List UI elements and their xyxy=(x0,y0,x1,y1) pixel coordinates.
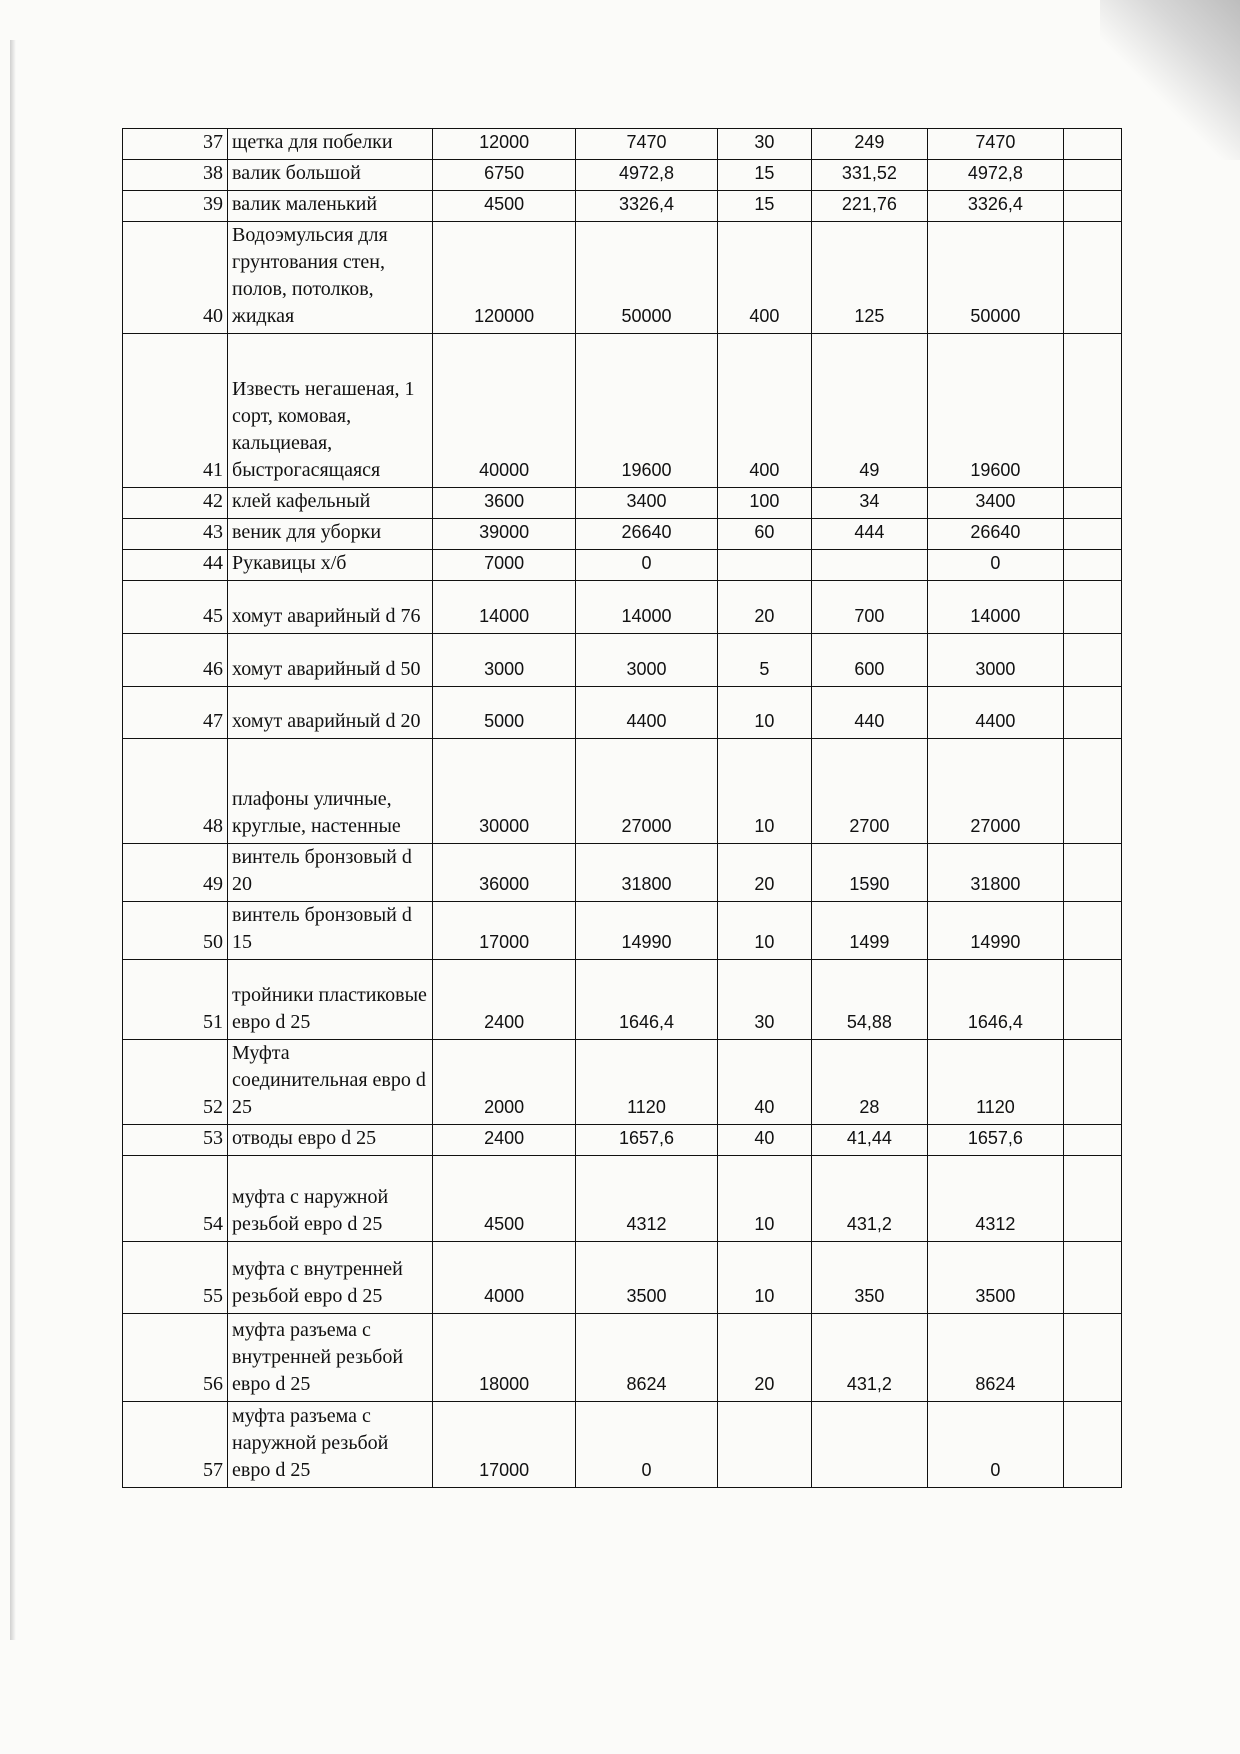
value-col-5: 1657,6 xyxy=(928,1125,1063,1156)
empty-cell xyxy=(1063,488,1121,519)
item-name: клей кафельный xyxy=(228,488,433,519)
value-col-1: 36000 xyxy=(433,844,575,902)
empty-cell xyxy=(1063,550,1121,581)
table-row xyxy=(123,222,1122,334)
value-col-2: 31800 xyxy=(575,844,717,902)
empty-cell xyxy=(1063,960,1121,1040)
value-col-3: 15 xyxy=(718,160,811,191)
value-col-2: 7470 xyxy=(575,129,717,160)
value-col-2: 3000 xyxy=(575,634,717,687)
value-col-4: 350 xyxy=(811,1242,928,1314)
value-col-4 xyxy=(811,1402,928,1488)
item-name: щетка для побелки xyxy=(228,129,433,160)
value-col-1: 40000 xyxy=(433,334,575,488)
empty-cell xyxy=(1063,160,1121,191)
value-col-2: 1120 xyxy=(575,1040,717,1125)
value-col-5: 19600 xyxy=(928,334,1063,488)
table-row xyxy=(123,191,1122,222)
row-number: 40 xyxy=(123,222,228,334)
value-col-5: 3000 xyxy=(928,634,1063,687)
table-body xyxy=(123,129,1122,1488)
item-name: Муфта соединительная евро d 25 xyxy=(228,1040,433,1125)
value-col-1: 3000 xyxy=(433,634,575,687)
row-number: 50 xyxy=(123,902,228,960)
value-col-5: 1646,4 xyxy=(928,960,1063,1040)
table-row xyxy=(123,844,1122,902)
value-col-4: 28 xyxy=(811,1040,928,1125)
value-col-5: 7470 xyxy=(928,129,1063,160)
value-col-3: 10 xyxy=(718,902,811,960)
value-col-2: 1646,4 xyxy=(575,960,717,1040)
value-col-3: 10 xyxy=(718,1156,811,1242)
table-row xyxy=(123,634,1122,687)
value-col-1: 18000 xyxy=(433,1314,575,1402)
value-col-4: 700 xyxy=(811,581,928,634)
empty-cell xyxy=(1063,1156,1121,1242)
table-row xyxy=(123,129,1122,160)
empty-cell xyxy=(1063,634,1121,687)
value-col-2: 4312 xyxy=(575,1156,717,1242)
value-col-4: 440 xyxy=(811,687,928,739)
table-row xyxy=(123,739,1122,844)
value-col-5: 4312 xyxy=(928,1156,1063,1242)
value-col-3: 20 xyxy=(718,581,811,634)
item-name: веник для уборки xyxy=(228,519,433,550)
empty-cell xyxy=(1063,1125,1121,1156)
item-name: муфта разъема с внутренней резьбой евро d 25 xyxy=(228,1314,433,1402)
table-row xyxy=(123,902,1122,960)
row-number: 55 xyxy=(123,1242,228,1314)
value-col-1: 12000 xyxy=(433,129,575,160)
value-col-4: 331,52 xyxy=(811,160,928,191)
value-col-3: 60 xyxy=(718,519,811,550)
value-col-3 xyxy=(718,550,811,581)
value-col-5: 0 xyxy=(928,1402,1063,1488)
value-col-5: 50000 xyxy=(928,222,1063,334)
row-number: 39 xyxy=(123,191,228,222)
item-name: винтель бронзовый d 20 xyxy=(228,844,433,902)
value-col-3: 30 xyxy=(718,129,811,160)
empty-cell xyxy=(1063,334,1121,488)
row-number: 45 xyxy=(123,581,228,634)
sheet-edge xyxy=(10,40,16,1640)
item-name: Известь негашеная, 1 сорт, комовая, кальциевая, быстрогасящаяся xyxy=(228,334,433,488)
value-col-2: 3326,4 xyxy=(575,191,717,222)
value-col-4: 125 xyxy=(811,222,928,334)
row-number: 52 xyxy=(123,1040,228,1125)
item-name: хомут аварийный d 50 xyxy=(228,634,433,687)
item-name: Водоэмульсия для грунтования стен, полов, потолков, жидкая xyxy=(228,222,433,334)
value-col-3: 30 xyxy=(718,960,811,1040)
empty-cell xyxy=(1063,687,1121,739)
row-number: 51 xyxy=(123,960,228,1040)
table-row xyxy=(123,334,1122,488)
table-row xyxy=(123,488,1122,519)
value-col-5: 4972,8 xyxy=(928,160,1063,191)
table-row xyxy=(123,550,1122,581)
value-col-1: 4500 xyxy=(433,1156,575,1242)
materials-table xyxy=(122,128,1122,1488)
value-col-2: 4972,8 xyxy=(575,160,717,191)
value-col-2: 1657,6 xyxy=(575,1125,717,1156)
value-col-2: 14000 xyxy=(575,581,717,634)
value-col-3: 400 xyxy=(718,334,811,488)
value-col-5: 26640 xyxy=(928,519,1063,550)
table-row xyxy=(123,1125,1122,1156)
value-col-1: 4000 xyxy=(433,1242,575,1314)
value-col-1: 2400 xyxy=(433,1125,575,1156)
value-col-5: 31800 xyxy=(928,844,1063,902)
value-col-1: 2000 xyxy=(433,1040,575,1125)
empty-cell xyxy=(1063,129,1121,160)
value-col-5: 14990 xyxy=(928,902,1063,960)
value-col-1: 3600 xyxy=(433,488,575,519)
value-col-3: 5 xyxy=(718,634,811,687)
item-name: тройники пластиковые евро d 25 xyxy=(228,960,433,1040)
item-name: хомут аварийный d 20 xyxy=(228,687,433,739)
empty-cell xyxy=(1063,1242,1121,1314)
value-col-4: 249 xyxy=(811,129,928,160)
value-col-3: 15 xyxy=(718,191,811,222)
row-number: 57 xyxy=(123,1402,228,1488)
value-col-4: 431,2 xyxy=(811,1156,928,1242)
value-col-2: 50000 xyxy=(575,222,717,334)
row-number: 48 xyxy=(123,739,228,844)
empty-cell xyxy=(1063,222,1121,334)
value-col-4: 34 xyxy=(811,488,928,519)
value-col-2: 8624 xyxy=(575,1314,717,1402)
row-number: 54 xyxy=(123,1156,228,1242)
value-col-5: 3326,4 xyxy=(928,191,1063,222)
item-name: винтель бронзовый d 15 xyxy=(228,902,433,960)
value-col-3: 10 xyxy=(718,1242,811,1314)
value-col-3: 100 xyxy=(718,488,811,519)
value-col-3: 40 xyxy=(718,1040,811,1125)
empty-cell xyxy=(1063,902,1121,960)
empty-cell xyxy=(1063,581,1121,634)
value-col-1: 120000 xyxy=(433,222,575,334)
table-row xyxy=(123,1402,1122,1488)
item-name: муфта с внутренней резьбой евро d 25 xyxy=(228,1242,433,1314)
value-col-2: 0 xyxy=(575,1402,717,1488)
row-number: 44 xyxy=(123,550,228,581)
row-number: 49 xyxy=(123,844,228,902)
row-number: 56 xyxy=(123,1314,228,1402)
value-col-3: 400 xyxy=(718,222,811,334)
item-name: муфта разъема с наружной резьбой евро d 25 xyxy=(228,1402,433,1488)
value-col-4: 444 xyxy=(811,519,928,550)
value-col-5: 8624 xyxy=(928,1314,1063,1402)
row-number: 53 xyxy=(123,1125,228,1156)
table-row xyxy=(123,519,1122,550)
value-col-4: 1590 xyxy=(811,844,928,902)
value-col-4: 600 xyxy=(811,634,928,687)
value-col-4: 54,88 xyxy=(811,960,928,1040)
value-col-1: 17000 xyxy=(433,1402,575,1488)
value-col-1: 2400 xyxy=(433,960,575,1040)
table-row xyxy=(123,687,1122,739)
value-col-1: 30000 xyxy=(433,739,575,844)
value-col-3 xyxy=(718,1402,811,1488)
empty-cell xyxy=(1063,1314,1121,1402)
item-name: Рукавицы х/б xyxy=(228,550,433,581)
value-col-5: 0 xyxy=(928,550,1063,581)
value-col-2: 19600 xyxy=(575,334,717,488)
value-col-2: 14990 xyxy=(575,902,717,960)
empty-cell xyxy=(1063,844,1121,902)
value-col-1: 14000 xyxy=(433,581,575,634)
value-col-4: 1499 xyxy=(811,902,928,960)
value-col-4: 431,2 xyxy=(811,1314,928,1402)
value-col-5: 1120 xyxy=(928,1040,1063,1125)
value-col-1: 17000 xyxy=(433,902,575,960)
value-col-2: 0 xyxy=(575,550,717,581)
row-number: 46 xyxy=(123,634,228,687)
value-col-3: 20 xyxy=(718,844,811,902)
value-col-1: 7000 xyxy=(433,550,575,581)
value-col-1: 4500 xyxy=(433,191,575,222)
value-col-5: 14000 xyxy=(928,581,1063,634)
value-col-5: 4400 xyxy=(928,687,1063,739)
table-row xyxy=(123,1156,1122,1242)
value-col-2: 26640 xyxy=(575,519,717,550)
value-col-3: 10 xyxy=(718,687,811,739)
empty-cell xyxy=(1063,1402,1121,1488)
row-number: 41 xyxy=(123,334,228,488)
row-number: 42 xyxy=(123,488,228,519)
table-row xyxy=(123,581,1122,634)
value-col-3: 10 xyxy=(718,739,811,844)
item-name: отводы евро d 25 xyxy=(228,1125,433,1156)
row-number: 38 xyxy=(123,160,228,191)
value-col-2: 27000 xyxy=(575,739,717,844)
empty-cell xyxy=(1063,519,1121,550)
table-row xyxy=(123,1242,1122,1314)
value-col-1: 5000 xyxy=(433,687,575,739)
table-row xyxy=(123,1040,1122,1125)
table-row xyxy=(123,1314,1122,1402)
value-col-4: 41,44 xyxy=(811,1125,928,1156)
value-col-5: 3500 xyxy=(928,1242,1063,1314)
value-col-4: 2700 xyxy=(811,739,928,844)
value-col-4: 49 xyxy=(811,334,928,488)
value-col-5: 3400 xyxy=(928,488,1063,519)
row-number: 43 xyxy=(123,519,228,550)
value-col-2: 4400 xyxy=(575,687,717,739)
value-col-4 xyxy=(811,550,928,581)
value-col-1: 39000 xyxy=(433,519,575,550)
value-col-2: 3400 xyxy=(575,488,717,519)
table-row xyxy=(123,960,1122,1040)
item-name: муфта с наружной резьбой евро d 25 xyxy=(228,1156,433,1242)
empty-cell xyxy=(1063,739,1121,844)
empty-cell xyxy=(1063,191,1121,222)
value-col-5: 27000 xyxy=(928,739,1063,844)
row-number: 37 xyxy=(123,129,228,160)
item-name: хомут аварийный d 76 xyxy=(228,581,433,634)
value-col-3: 20 xyxy=(718,1314,811,1402)
row-number: 47 xyxy=(123,687,228,739)
item-name: валик большой xyxy=(228,160,433,191)
value-col-4: 221,76 xyxy=(811,191,928,222)
item-name: плафоны уличные, круглые, настенные xyxy=(228,739,433,844)
item-name: валик маленький xyxy=(228,191,433,222)
value-col-1: 6750 xyxy=(433,160,575,191)
value-col-3: 40 xyxy=(718,1125,811,1156)
empty-cell xyxy=(1063,1040,1121,1125)
table-row xyxy=(123,160,1122,191)
value-col-2: 3500 xyxy=(575,1242,717,1314)
